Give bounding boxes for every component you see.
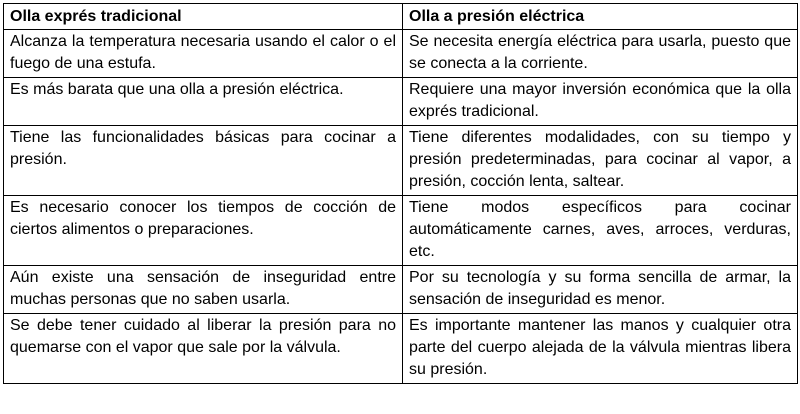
table-row	[4, 196, 798, 266]
table-row	[4, 78, 798, 126]
cell-traditional: Tiene las funcionalidades básicas para cocinar a presión.	[4, 126, 403, 196]
table-row	[4, 314, 798, 384]
cell-traditional: Se debe tener cuidado al liberar la presión para no quemarse con el vapor que sale por la válvula.	[4, 314, 403, 384]
cell-electric: Por su tecnología y su forma sencilla de armar, la sensación de inseguridad es menor.	[403, 266, 798, 314]
cell-traditional: Es más barata que una olla a presión eléctrica.	[4, 78, 403, 126]
header-traditional-cooker: Olla exprés tradicional	[4, 4, 403, 30]
table-row	[4, 126, 798, 196]
comparison-table	[3, 3, 798, 384]
cell-electric: Se necesita energía eléctrica para usarla, puesto que se conecta a la corriente.	[403, 30, 798, 78]
cell-traditional: Es necesario conocer los tiempos de cocción de ciertos alimentos o preparaciones.	[4, 196, 403, 266]
header-electric-cooker: Olla a presión eléctrica	[403, 4, 798, 30]
table-row	[4, 266, 798, 314]
cell-electric: Es importante mantener las manos y cualquier otra parte del cuerpo alejada de la válvula mientras libera su presión.	[403, 314, 798, 384]
cell-electric: Requiere una mayor inversión económica que la olla exprés tradicional.	[403, 78, 798, 126]
comparison-table-container	[3, 3, 797, 384]
cell-traditional: Aún existe una sensación de inseguridad entre muchas personas que no saben usarla.	[4, 266, 403, 314]
table-header-row	[4, 4, 798, 30]
table-row	[4, 30, 798, 78]
cell-traditional: Alcanza la temperatura necesaria usando el calor o el fuego de una estufa.	[4, 30, 403, 78]
cell-electric: Tiene modos específicos para cocinar automáticamente carnes, aves, arroces, verduras, etc.	[403, 196, 798, 266]
cell-electric: Tiene diferentes modalidades, con su tiempo y presión predeterminadas, para cocinar al vapor, a presión, cocción lenta, saltear.	[403, 126, 798, 196]
